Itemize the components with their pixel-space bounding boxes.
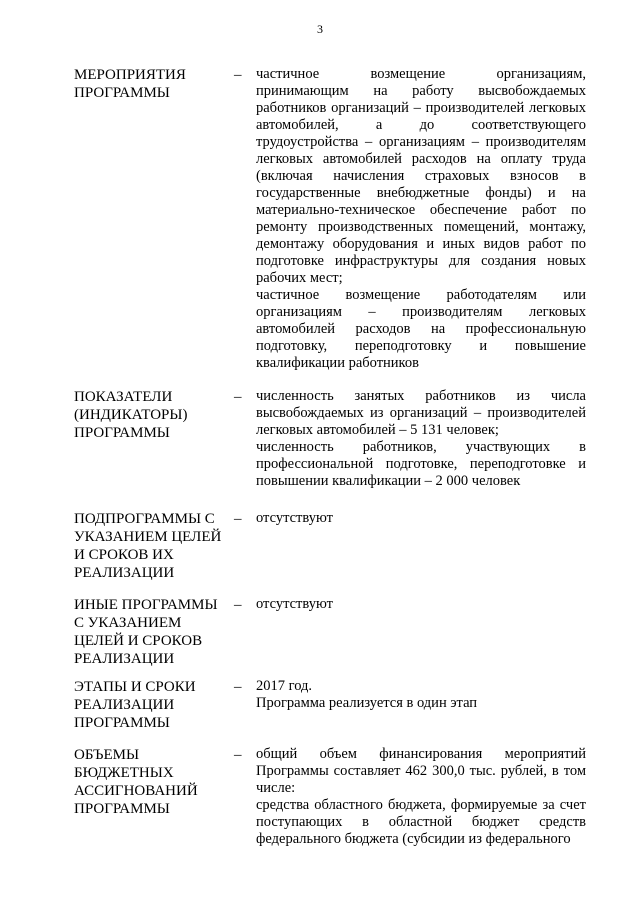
paragraph: численность работников, участвующих в профессиональной подготовке, переподготовке и повышении квалификации – 2 000 человек bbox=[256, 439, 586, 489]
page-number: 3 bbox=[317, 22, 323, 36]
paragraph: частичное возмещение работодателям или организациям – производителям легковых автомобилей расходов на профессиональную подготовку, переподготовку и повышение квалификации работников bbox=[256, 287, 586, 371]
section-dash: – bbox=[234, 511, 242, 527]
section-content bbox=[256, 66, 586, 372]
section-content bbox=[256, 678, 586, 712]
paragraph: общий объем финансирования мероприятий Программы составляет 462 300,0 тыс. рублей, в том числе: bbox=[256, 746, 586, 796]
section-label: МЕРОПРИЯТИЯ ПРОГРАММЫ bbox=[74, 67, 186, 101]
section-content bbox=[256, 746, 586, 848]
paragraph: отсутствуют bbox=[256, 510, 333, 526]
section-content bbox=[256, 388, 586, 490]
paragraph: средства областного бюджета, формируемые за счет поступающих в областной бюджет средств федерального бюджета (субсидии из федерального bbox=[256, 797, 586, 847]
section-dash: – bbox=[234, 747, 242, 763]
paragraph: 2017 год. bbox=[256, 678, 313, 694]
section-content bbox=[256, 510, 586, 527]
paragraph: частичное возмещение организациям, принимающим на работу высвобождаемых работников организаций – производителей легковых автомобилей, а до соответствующего трудоустройства – организациям – производителям легковых автомобилей расходов на оплату труда (включая начисления страховых взносов в государственные внебюджетные фонды) и на материально-техническое обеспечение работ по ремонту производственных помещений, монтажу, демонтажу оборудования и иных видов работ по подготовке инфраструктуры для создания новых рабочих мест; bbox=[256, 66, 586, 286]
section-label: ЭТАПЫ И СРОКИ РЕАЛИЗАЦИИ ПРОГРАММЫ bbox=[74, 679, 196, 731]
paragraph: численность занятых работников из числа высвобождаемых из организаций – производителей легковых автомобилей – 5 131 человек; bbox=[256, 388, 586, 438]
section-dash: – bbox=[234, 597, 242, 613]
section-label: ПОКАЗАТЕЛИ (ИНДИКАТОРЫ) ПРОГРАММЫ bbox=[74, 389, 188, 441]
paragraph: Программа реализуется в один этап bbox=[256, 695, 478, 711]
section-dash: – bbox=[234, 67, 242, 83]
section-dash: – bbox=[234, 679, 242, 695]
section-label: ОБЪЕМЫ БЮДЖЕТНЫХ АССИГНОВАНИЙ ПРОГРАММЫ bbox=[74, 747, 198, 817]
section-label: ПОДПРОГРАММЫ С УКАЗАНИЕМ ЦЕЛЕЙ И СРОКОВ ИХ РЕАЛИЗАЦИИ bbox=[74, 511, 222, 581]
section-dash: – bbox=[234, 389, 242, 405]
section-content bbox=[256, 596, 586, 613]
paragraph: отсутствуют bbox=[256, 596, 333, 612]
section-label: ИНЫЕ ПРОГРАММЫ С УКАЗАНИЕМ ЦЕЛЕЙ И СРОКОВ РЕАЛИЗАЦИИ bbox=[74, 597, 218, 667]
